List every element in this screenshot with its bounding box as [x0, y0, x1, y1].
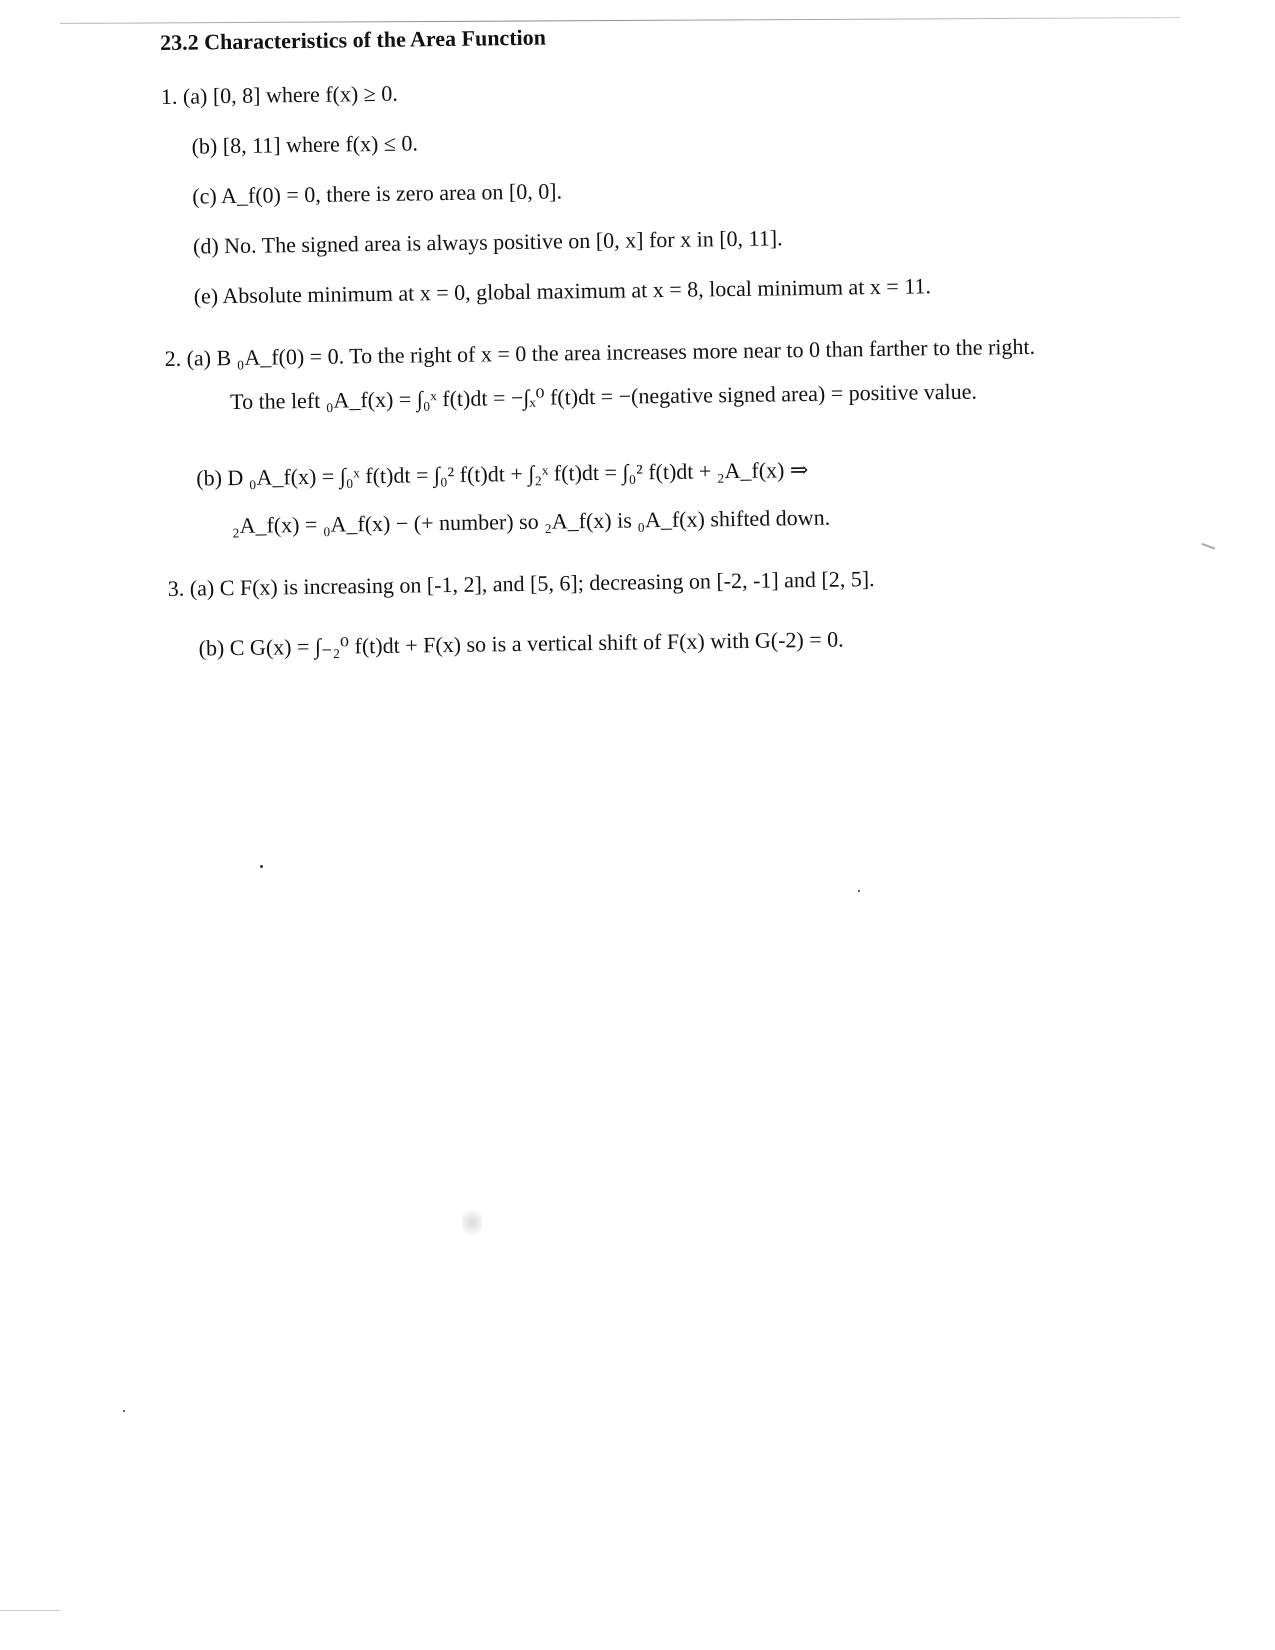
- q2-part-b-line1: (b) D ₀A_f(x) = ∫₀ˣ f(t)dt = ∫₀² f(t)dt + ∫₂ˣ f(t)dt = ∫₀² f(t)dt + ₂A_f(x) ⇒: [196, 456, 809, 491]
- q2-part-b-line2: ₂A_f(x) = ₀A_f(x) − (+ number) so ₂A_f(x) is ₀A_f(x) shifted down.: [231, 504, 831, 539]
- q1-part-b: (b) [8, 11] where f(x) ≤ 0.: [191, 130, 419, 159]
- q3-part-a: 3. (a) C F(x) is increasing on [-1, 2], and [5, 6]; decreasing on [-2, -1] and [2, 5].: [167, 566, 875, 601]
- scan-speck: [123, 1410, 125, 1412]
- section-title: 23.2 Characteristics of the Area Function: [160, 24, 547, 55]
- q1-part-a: 1. (a) [0, 8] where f(x) ≥ 0.: [160, 80, 398, 109]
- q1-part-e: (e) Absolute minimum at x = 0, global maximum at x = 8, local minimum at x = 11.: [193, 273, 932, 309]
- q1-part-c: (c) A_f(0) = 0, there is zero area on [0, 0].: [192, 178, 563, 209]
- scan-mark: [1199, 543, 1216, 557]
- q2-part-a-line2: To the left ₀A_f(x) = ∫₀ˣ f(t)dt = −∫ₓ⁰ f(t)dt = −(negative signed area) = positive value.: [230, 378, 978, 415]
- scan-speck: [260, 865, 263, 868]
- q2-part-a-line1: 2. (a) B ₀A_f(0) = 0. To the right of x = 0 the area increases more near to 0 than farther to the right.: [164, 333, 1036, 371]
- scan-speck: [858, 890, 860, 892]
- answer-sheet: [160, 16, 1169, 664]
- scan-edge-line-bottom: [0, 1610, 60, 1611]
- q1-part-d: (d) No. The signed area is always positive on [0, x] for x in [0, 11].: [192, 225, 783, 259]
- q3-part-b: (b) C G(x) = ∫₋₂⁰ f(t)dt + F(x) so is a vertical shift of F(x) with G(-2) = 0.: [198, 626, 844, 661]
- scan-smudge: [462, 1205, 482, 1240]
